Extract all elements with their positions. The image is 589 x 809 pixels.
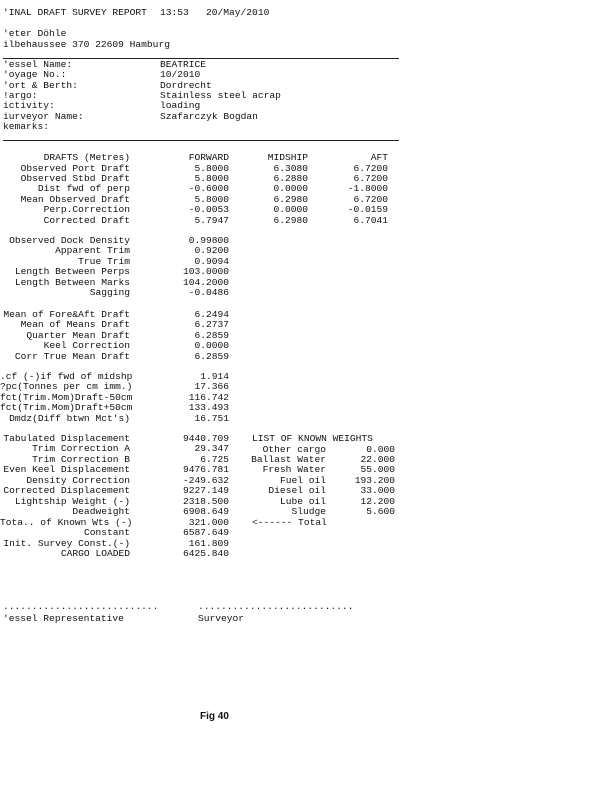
known-weight-label: Fresh Water [262,464,326,476]
draft-forward: 5.7947 [194,214,229,226]
block-value: 6587.649 [182,527,229,539]
block-value: 16.751 [194,412,229,424]
block-label: Lightship Weight (-) [14,495,130,507]
block-value: 6.2859 [194,329,229,341]
block-label: Quarter Mean Draft [26,329,130,341]
block-label: Trim Correction A [32,443,130,455]
draft-midship: 6.2980 [273,193,308,205]
draft-row-label: Observed Port Draft [20,162,130,174]
block-label: Dmdz(Diff btwn Mct's) [9,412,130,424]
draft-aft: 6.7200 [353,162,388,174]
info-value: BEATRICE [160,59,207,70]
block-label: Even Keel Displacement [3,464,130,476]
known-weight-label: Sludge [291,506,326,518]
block-value: 1.914 [200,371,229,382]
known-weight-value: 22.000 [360,453,395,465]
known-weight-value: 0.000 [366,443,395,455]
known-weights-title: LIST OF KNOWN WEIGHTS [252,433,373,444]
block-label: Mean of Fore&Aft Draft [3,309,130,320]
block-label: fct(Trim.Mom)Draft+50cm [0,402,133,414]
drafts-header: DRAFTS (Metres) [43,152,130,163]
info-label: 'essel Name: [3,59,73,70]
block-value: 116.742 [188,391,229,403]
block-value: 9476.781 [182,464,229,476]
block-value: 2318.500 [182,495,229,507]
report-title: 'INAL DRAFT SURVEY REPORT [3,7,147,18]
info-label: kemarks: [3,120,50,132]
draft-aft: 6.7200 [353,193,388,205]
known-weight-label: Lube oil [279,495,326,507]
block-label: Density Correction [26,474,130,486]
block-label: ?pc(Tonnes per cm imm.) [0,381,133,393]
block-value: 0.99800 [188,235,229,246]
block-label: Sagging [89,287,130,298]
draft-forward: -0.0053 [188,204,229,216]
block-value: 9227.149 [182,485,229,497]
info-label: 'oyage No.: [3,69,67,81]
block-label: Deadweight [72,506,130,518]
block-label: CARGO LOADED [60,547,130,559]
known-weight-value: 12.200 [360,495,395,507]
signature-line-left: ........................... [3,601,159,612]
block-label: Corrected Displacement [3,485,130,497]
midship-header: MIDSHIP [267,152,308,163]
info-value: loading [160,100,201,112]
known-weight-label: Fuel oil [279,474,326,486]
draft-aft: 6.7041 [353,214,388,226]
forward-header: FORWARD [188,152,229,163]
info-label: iurveyor Name: [3,110,84,122]
company-address: ilbehaussee 370 22609 Hamburg [3,39,170,50]
figure-caption: Fig 40 [200,711,229,722]
info-value: 10/2010 [160,69,201,81]
draft-forward: -0.6000 [188,183,229,195]
signature-line-right: ........................... [198,601,354,612]
block-label: Trim Correction B [32,453,130,465]
rule-bottom [3,140,399,141]
block-label: Length Between Perps [14,266,130,278]
known-weight-label: Ballast Water [251,453,326,465]
block-value: 133.493 [188,402,229,414]
known-weight-value: 193.200 [354,474,395,486]
known-weight-label: Other cargo [262,443,326,455]
draft-midship: 0.0000 [273,204,308,216]
info-label: !argo: [3,89,38,101]
draft-forward: 5.8000 [194,193,229,205]
block-label: Mean of Means Draft [20,319,130,331]
block-value: 321.000 [188,516,229,528]
draft-row-label: Dist fwd of perp [37,183,130,195]
block-value: 103.0000 [182,266,229,278]
info-value: Dordrecht [160,79,212,91]
info-value: Szafarczyk Bogdan [160,110,258,122]
known-weight-value: 55.000 [360,464,395,476]
block-label: Apparent Trim [55,245,130,257]
draft-row-label: Mean Observed Draft [20,193,130,205]
info-label: 'ort & Berth: [3,79,78,91]
report-time: 13:53 [160,7,189,18]
block-value: 17.366 [194,381,229,393]
known-weight-value: 33.000 [360,485,395,497]
draft-forward: 5.8000 [194,172,229,184]
block-value: 6.2859 [194,350,229,362]
draft-midship: 0.0000 [273,183,308,195]
block-value: 6.2494 [194,309,229,320]
block-label: Init. Survey Const.(-) [3,537,130,549]
known-weights-total: <------ Total [252,517,327,528]
block-value: -0.0486 [188,287,229,298]
block-value: 6908.649 [182,506,229,518]
block-label: True Trim [78,255,130,267]
block-value: -249.632 [182,474,229,486]
block-value: 9440.709 [182,433,229,444]
draft-aft: -0.0159 [347,204,388,216]
block-label: fct(Trim.Mom)Draft-50cm [0,391,133,403]
known-weight-label: Diesel oil [268,485,326,497]
block-label: .cf (-)if fwd of midshp [0,371,133,382]
block-value: 29.347 [194,443,229,455]
company-name: 'eter Döhle [3,28,67,39]
draft-row-label: Observed Stbd Draft [20,172,130,184]
block-value: 104.2000 [182,276,229,288]
block-label: Constant [83,527,130,539]
block-value: 6.725 [200,453,229,465]
block-label: Corr True Mean Draft [14,350,130,362]
block-label: Keel Correction [43,340,130,352]
block-value: 0.0000 [194,340,229,352]
draft-midship: 6.2980 [273,214,308,226]
surveyor-label: Surveyor [198,613,245,624]
draft-row-label: Perp.Correction [43,204,130,216]
known-weight-value: 5.600 [366,506,395,518]
draft-midship: 6.3080 [273,162,308,174]
block-value: 0.9200 [194,245,229,257]
info-label: ictivity: [3,100,55,112]
block-label: Tabulated Displacement [3,433,130,444]
report-date: 20/May/2010 [206,7,270,18]
block-value: 0.9094 [194,255,229,267]
aft-header: AFT [370,152,388,163]
draft-row-label: Corrected Draft [43,214,130,226]
draft-forward: 5.8000 [194,162,229,174]
block-value: 6.2737 [194,319,229,331]
block-value: 6425.840 [182,547,229,559]
vessel-representative-label: 'essel Representative [3,613,124,624]
draft-aft: 6.7200 [353,172,388,184]
block-value: 161.809 [188,537,229,549]
block-label: Tota.. of Known Wts (-) [0,516,133,528]
info-value: Stainless steel acrap [160,89,281,101]
draft-aft: -1.8000 [347,183,388,195]
draft-midship: 6.2880 [273,172,308,184]
block-label: Length Between Marks [14,276,130,288]
block-label: Observed Dock Density [9,235,130,246]
